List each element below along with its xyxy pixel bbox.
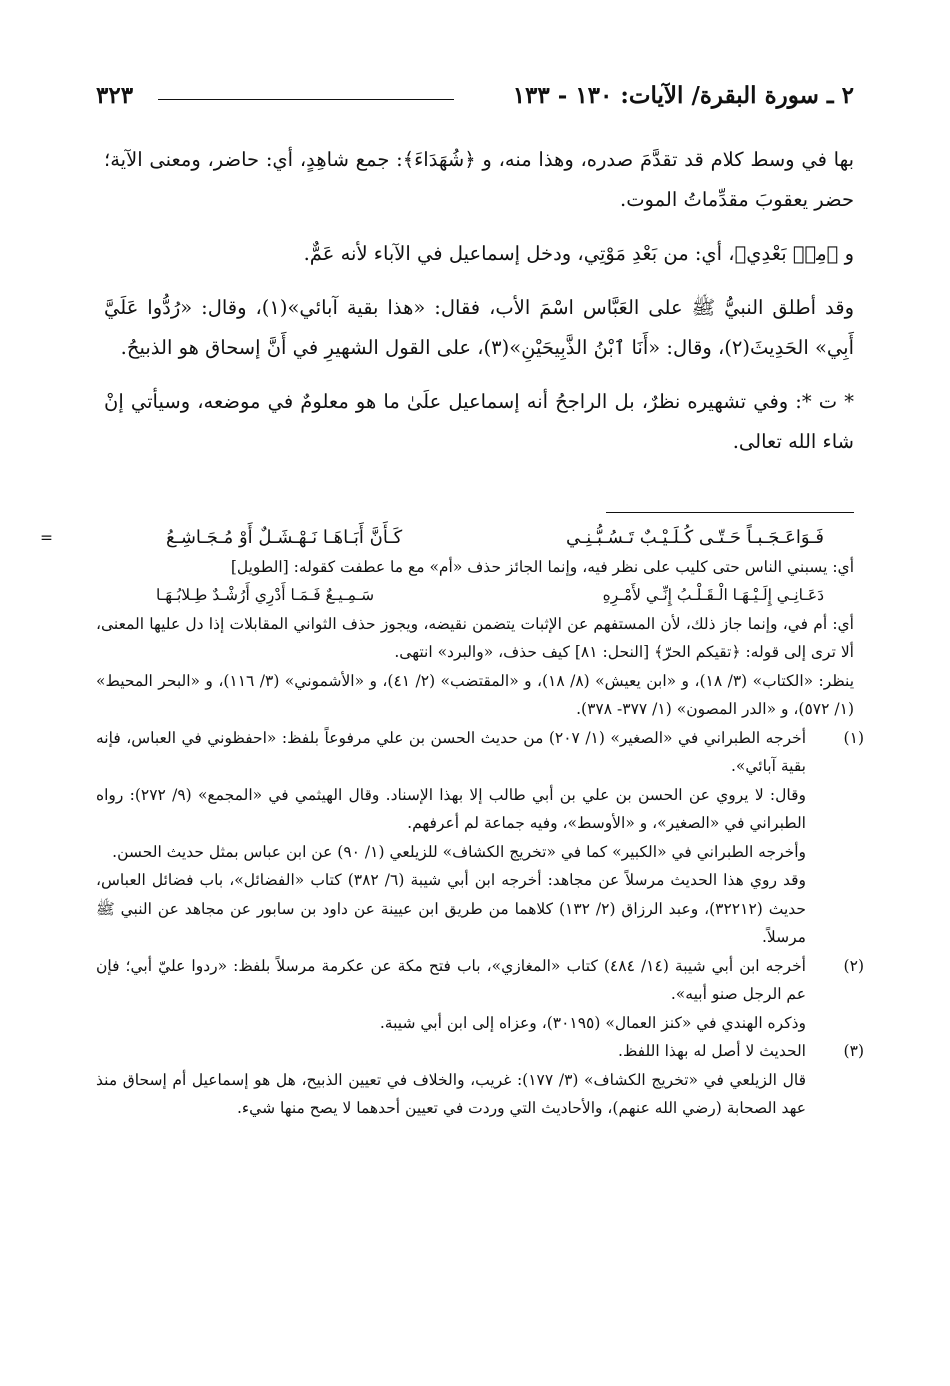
footnote-line-2: أي: أم في، وإنما جاز ذلك، لأن المستفهم عن الإثبات يتضمن نقيضه، ويجوز حذف الثواني المقابلات إذا دل عليها المعنى، ألا ترى إلى قوله: ﴿تقيكم الحرّ﴾ [النحل: ٨١] كيف حذف، «والبرد» انتهى. [96,614,854,661]
footnote-1-text-3: وأخرجه الطبراني في «الكبير» كما في «تخريج الكشاف» للزيلعي (١/ ٩٠) عن ابن عباس بمثل حديث الحسن. [112,842,806,861]
page-header [96,82,854,118]
footnote-3-text-2: قال الزيلعي في «تخريج الكشاف» (٣/ ١٧٧): غريب، والخلاف في تعيين الذبيح، هل هو إسماعيل أم إسحاق منذ عهد الصحابة (رضي الله عنهم)، والأحاديث التي وردت في تعيين أحدهما لا يصح منها شيء. [96,1070,806,1117]
footnote-2-text-1: أخرجه ابن أبي شيبة (١٤/ ٤٨٤) كتاب «المغازي»، باب فتح مكة عن عكرمة مرسلاً بلفظ: «ردوا عليّ أبي؛ فإن عم الرجل صنو أبيه». [96,956,806,1003]
main-text [104,140,854,476]
footnote-2-text-2: وذكره الهندي في «كنز العمال» (٣٠١٩٥)، وعزاه إلى ابن أبي شيبة. [379,1013,806,1032]
footnote-1-number: (١) [843,728,864,747]
verse-1-first-hemistich: فَـوَاعَـجَـبـاً حَـتّـى كُـلَـيْـبٌ تَـسُـبُّـنِـي [565,527,824,548]
running-title: ٢ ـ سورة البقرة/ الآيات: ١٣٠ - ١٣٣ [512,82,854,109]
footnote-continued [40,524,855,724]
verse-1-second-hemistich: كَـأَنَّ أَبَـاهَـا نَـهْـشَـلٌ أَوْ مُـجَـاشِـعُ [166,527,403,548]
footnote-line-1: أي: يسبني الناس حتى كليب على نظر فيه، وإنما الجائز حذف «أم» مع ما عطفت كقوله: [الطويل] [230,557,854,576]
continuation-mark: = [40,529,53,547]
footnote-3-text-1: الحديث لا أصل له بهذا اللفظ. [618,1042,806,1060]
header-rule [158,99,454,100]
footnote-3-number: (٣) [843,1042,864,1060]
footnote-2 [96,952,864,1009]
footnotes [40,524,864,1123]
paragraph-1: بها في وسط كلام قد تقدَّمَ صدره، وهذا منه، و ﴿شُهَدَاءَ﴾: جمع شاهِدٍ، أي: حاضر، ومعنى الآية؛ حضر يعقوبَ مقدِّماتُ الموت. [104,148,854,211]
footnote-1 [96,724,864,781]
paragraph-3: وقد أطلق النبيُّ ﷺ على العَبَّاس اسْمَ الأب، فقال: «هذا بقية آبائي»(١)، وقال: «رُدُّوا عَلَيَّ أَبِي» الحَدِيثَ(٢)، وقال: «أَنَا ٱبْنُ الذَّبِيحَيْنِ»(٣)، على القول الشهيرِ في أَنَّ إسحاق هو الذبيحُ. [104,296,854,359]
verse-2 [96,581,854,610]
page-number: ٣٢٣ [96,82,134,109]
paragraph-4: * ت *: وفي تشهيره نظرٌ، بل الراجحُ أنه إسماعيل علَىٰ ما هو معلومٌ في موضعه، وسيأتي إنْ شاء الله تعالى. [104,390,854,453]
paragraph-2: و ﴿مِنۢ بَعْدِي﴾، أي: من بَعْدِ مَوْتِي، ودخل إسماعيل في الآباء لأنه عَمٌّ. [303,242,854,265]
footnote-line-3: ينظر: «الكتاب» (٣/ ١٨)، و «ابن يعيش» (٨/ ١٨)، و «المقتضب» (٢/ ٤١)، و «الأشموني» (٣/ ١١٦)، و «البحر المحيط» (١/ ٥٧٢)، و «الدر المصون» (١/ ٣٧٧- ٣٧٨). [96,671,855,718]
footnote-separator [606,512,854,513]
footnote-3 [96,1037,864,1066]
verse-2-second-hemistich: سَـمِـيـعٌ فَـمَـا أَدْرِي أَرُشْـدٌ طِـلابُـهَـا [156,586,375,604]
footnote-1-text-4: وقد روي هذا الحديث مرسلاً عن مجاهد: أخرجه ابن أبي شيبة (٦/ ٣٨٢) كتاب «الفضائل»، باب فضائل العباس، حديث (٣٢٢١٢)، وعبد الرزاق (٢/ ١٣٢) كلاهما من طريق ابن عيينة عن داود بن سابور عن مجاهد عن النبي ﷺ مرسلاً. [96,871,806,946]
footnote-2-number: (٢) [843,956,864,975]
verse-1 [96,524,854,553]
footnote-1-text-2: وقال: لا يروي عن الحسن بن علي بن أبي طالب إلا بهذا الإسناد. وقال الهيثمي في «المجمع» (٩/ ٢٧٢): رواه الطبراني في «الصغير»، و «الأوسط»، وفيه جماعة لم أعرفهم. [96,785,807,832]
verse-2-first-hemistich: دَعَـانِـي إِلَـيْـهَـا الْـقَـلْـبُ إِنِّـي لأَمْـرِهِ [602,586,824,604]
footnote-1-text-1: أخرجه الطبراني في «الصغير» (١/ ٢٠٧) من حديث الحسن بن علي مرفوعاً بلفظ: «احفظوني في العباس، فإنه بقية آبائي». [96,728,807,775]
